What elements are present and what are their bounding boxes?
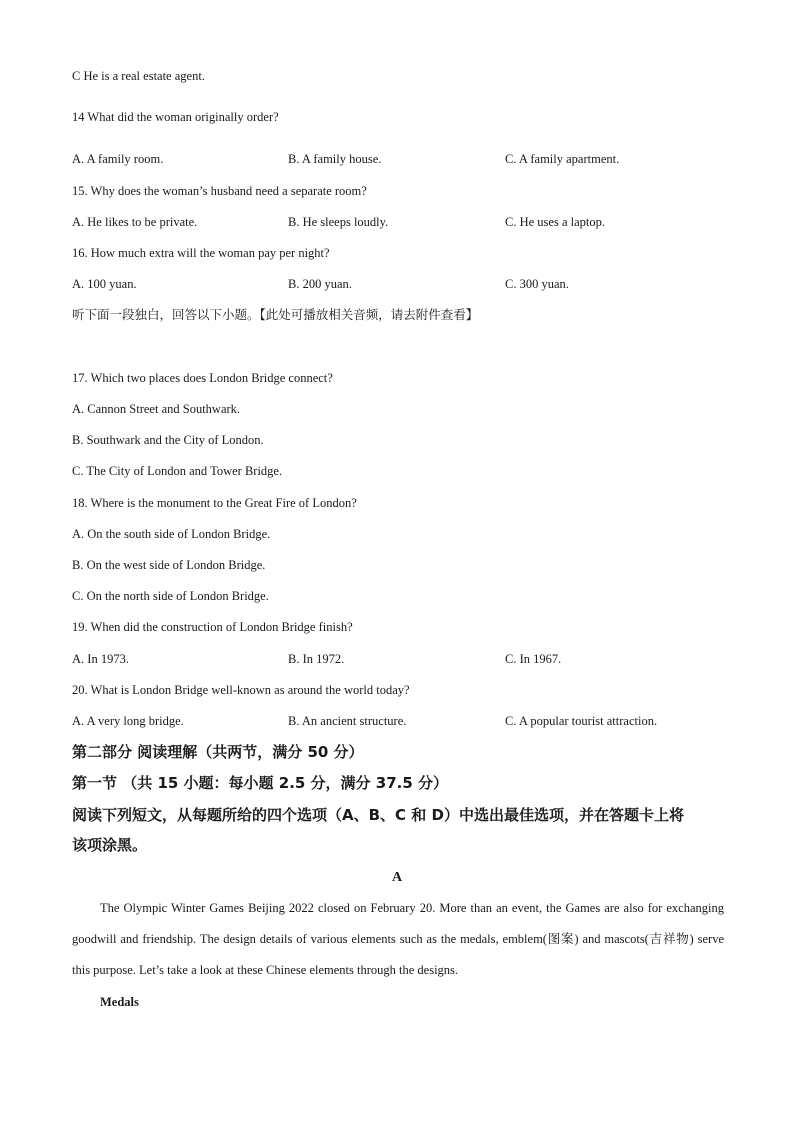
- q20-option-b: B. An ancient structure.: [288, 714, 407, 728]
- q18-option-c: C. On the north side of London Bridge.: [72, 589, 269, 603]
- q14-option-c: C. A family apartment.: [505, 152, 620, 166]
- reading-instruction-line1: 阅读下列短文，从每题所给的四个选项（A、B、C 和 D）中选出最佳选项，并在答题卡上将: [72, 806, 684, 824]
- passage-subheading: Medals: [100, 995, 139, 1009]
- q17-question: 17. Which two places does London Bridge connect?: [72, 371, 333, 385]
- q19-question: 19. When did the construction of London Bridge finish?: [72, 620, 353, 634]
- q19-option-b: B. In 1972.: [288, 652, 345, 666]
- part2-heading: 第二部分 阅读理解（共两节，满分 50 分）: [72, 743, 364, 761]
- passage-title: A: [391, 870, 403, 885]
- q20-question: 20. What is London Bridge well-known as around the world today?: [72, 683, 410, 697]
- q14-option-b: B. A family house.: [288, 152, 382, 166]
- passage-paragraph-text: The Olympic Winter Games Beijing 2022 closed on February 20. More than an event, the Games are also for exchanging goodwill and friendship. The design details of various elements such as the medals, emblem(图案) and mascots(吉祥物) serve this purpose. Let’s take a look at these Chinese elements through the designs.: [72, 901, 724, 977]
- q19-option-a: A. In 1973.: [72, 652, 129, 666]
- section1-heading: 第一节 （共 15 小题：每小题 2.5 分，满分 37.5 分）: [72, 774, 449, 792]
- q17-option-c: C. The City of London and Tower Bridge.: [72, 464, 283, 478]
- q17-option-b: B. Southwark and the City of London.: [72, 433, 264, 447]
- q16-question: 16. How much extra will the woman pay per night?: [72, 246, 330, 260]
- q13-option-c: C He is a real estate agent.: [72, 69, 205, 83]
- q19-option-c: C. In 1967.: [505, 652, 562, 666]
- q20-option-c: C. A popular tourist attraction.: [505, 714, 658, 728]
- monologue-instruction: 听下面一段独白，回答以下小题。【此处可播放相关音频，请去附件查看】: [72, 307, 479, 322]
- q15-question: 15. Why does the woman’s husband need a separate room?: [72, 184, 367, 198]
- q16-option-b: B. 200 yuan.: [288, 277, 352, 291]
- q18-question: 18. Where is the monument to the Great Fire of London?: [72, 496, 357, 510]
- q20-option-a: A. A very long bridge.: [72, 714, 184, 728]
- q14-question: 14 What did the woman originally order?: [72, 110, 279, 124]
- q16-option-a: A. 100 yuan.: [72, 277, 137, 291]
- q18-option-b: B. On the west side of London Bridge.: [72, 558, 266, 572]
- q16-option-c: C. 300 yuan.: [505, 277, 569, 291]
- q15-option-a: A. He likes to be private.: [72, 215, 198, 229]
- q18-option-a: A. On the south side of London Bridge.: [72, 527, 271, 541]
- reading-instruction-line2: 该项涂黑。: [72, 836, 148, 854]
- passage-paragraph: [72, 893, 724, 986]
- q14-option-a: A. A family room.: [72, 152, 164, 166]
- q15-option-c: C. He uses a laptop.: [505, 215, 605, 229]
- q15-option-b: B. He sleeps loudly.: [288, 215, 389, 229]
- q17-option-a: A. Cannon Street and Southwark.: [72, 402, 241, 416]
